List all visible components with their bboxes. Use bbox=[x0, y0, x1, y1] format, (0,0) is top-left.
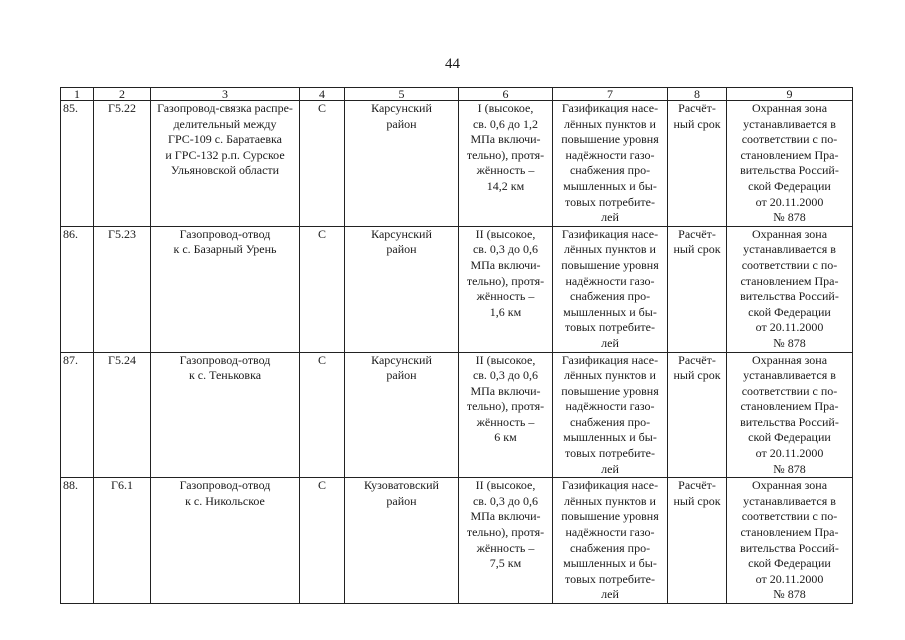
object-status: С bbox=[300, 352, 345, 478]
implementation-term: Расчёт- ный срок bbox=[673, 352, 721, 383]
protection-zone: Охранная зона устанавливается в соответствии с по- становлением Пра- вительства Россий- ской Федерации от 20.11.2000 № 878 bbox=[740, 478, 839, 602]
row-number: 87. bbox=[61, 352, 94, 478]
column-header: 4 bbox=[300, 88, 345, 101]
object-name: Газопровод-отвод к с. Базарный Урень bbox=[173, 226, 277, 257]
object-location: Карсунский район bbox=[371, 352, 432, 383]
object-status: С bbox=[300, 226, 345, 352]
table-row bbox=[61, 101, 853, 227]
object-name: Газопровод-отвод к с. Теньковка bbox=[179, 352, 271, 383]
column-header: 7 bbox=[553, 88, 668, 101]
row-number: 88. bbox=[61, 478, 94, 604]
protection-zone: Охранная зона устанавливается в соответствии с по- становлением Пра- вительства Россий- ской Федерации от 20.11.2000 № 878 bbox=[740, 101, 839, 225]
protection-zone: Охранная зона устанавливается в соответствии с по- становлением Пра- вительства Россий- ской Федерации от 20.11.2000 № 878 bbox=[740, 352, 839, 476]
column-number-header-row bbox=[61, 88, 853, 101]
object-code: Г5.23 bbox=[94, 226, 151, 352]
object-purpose: Газификация насе- лённых пунктов и повышение уровня надёжности газо- снабжения про- мышленных и бы- товых потребите- лей bbox=[561, 101, 659, 225]
column-header: 5 bbox=[345, 88, 459, 101]
column-header: 3 bbox=[151, 88, 300, 101]
object-parameters: II (высокое, св. 0,3 до 0,6 МПа включи- тельно), протя- жённость – 6 км bbox=[466, 352, 545, 445]
table-row bbox=[61, 478, 853, 604]
object-name: Газопровод-отвод к с. Никольское bbox=[179, 478, 271, 508]
implementation-term: Расчёт- ный срок bbox=[673, 226, 721, 257]
row-number: 85. bbox=[61, 101, 94, 227]
column-header: 1 bbox=[61, 88, 94, 101]
object-name: Газопровод-связка распре- делительный между ГРС-109 с. Баратаевка и ГРС-132 р.п. Сурское Ульяновской области bbox=[157, 101, 293, 178]
column-header: 9 bbox=[727, 88, 853, 101]
protection-zone: Охранная зона устанавливается в соответствии с по- становлением Пра- вительства Россий- ской Федерации от 20.11.2000 № 878 bbox=[740, 226, 839, 350]
column-header: 2 bbox=[94, 88, 151, 101]
object-parameters: I (высокое, св. 0,6 до 1,2 МПа включи- тельно), протя- жённость – 14,2 км bbox=[466, 101, 545, 193]
object-purpose: Газификация насе- лённых пунктов и повышение уровня надёжности газо- снабжения про- мышленных и бы- товых потребите- лей bbox=[561, 226, 659, 350]
page-number: 44 bbox=[445, 56, 460, 72]
column-header: 8 bbox=[668, 88, 727, 101]
column-header: 6 bbox=[459, 88, 553, 101]
object-location: Карсунский район bbox=[371, 226, 432, 257]
object-code: Г5.24 bbox=[94, 352, 151, 478]
object-parameters: II (высокое, св. 0,3 до 0,6 МПа включи- тельно), протя- жённость – 7,5 км bbox=[466, 478, 545, 571]
row-number: 86. bbox=[61, 226, 94, 352]
object-status: С bbox=[300, 101, 345, 227]
implementation-term: Расчёт- ный срок bbox=[673, 478, 721, 508]
object-code: Г5.22 bbox=[94, 101, 151, 227]
object-parameters: II (высокое, св. 0,3 до 0,6 МПа включи- тельно), протя- жённость – 1,6 км bbox=[466, 226, 545, 319]
table-row bbox=[61, 352, 853, 478]
gas-pipeline-table bbox=[60, 87, 853, 604]
object-location: Кузоватовский район bbox=[364, 478, 439, 508]
object-location: Карсунский район bbox=[371, 101, 432, 131]
object-purpose: Газификация насе- лённых пунктов и повышение уровня надёжности газо- снабжения про- мышленных и бы- товых потребите- лей bbox=[561, 478, 659, 602]
table-row bbox=[61, 226, 853, 352]
object-purpose: Газификация насе- лённых пунктов и повышение уровня надёжности газо- снабжения про- мышленных и бы- товых потребите- лей bbox=[561, 352, 659, 476]
object-status: С bbox=[300, 478, 345, 604]
object-code: Г6.1 bbox=[94, 478, 151, 604]
implementation-term: Расчёт- ный срок bbox=[673, 101, 721, 131]
